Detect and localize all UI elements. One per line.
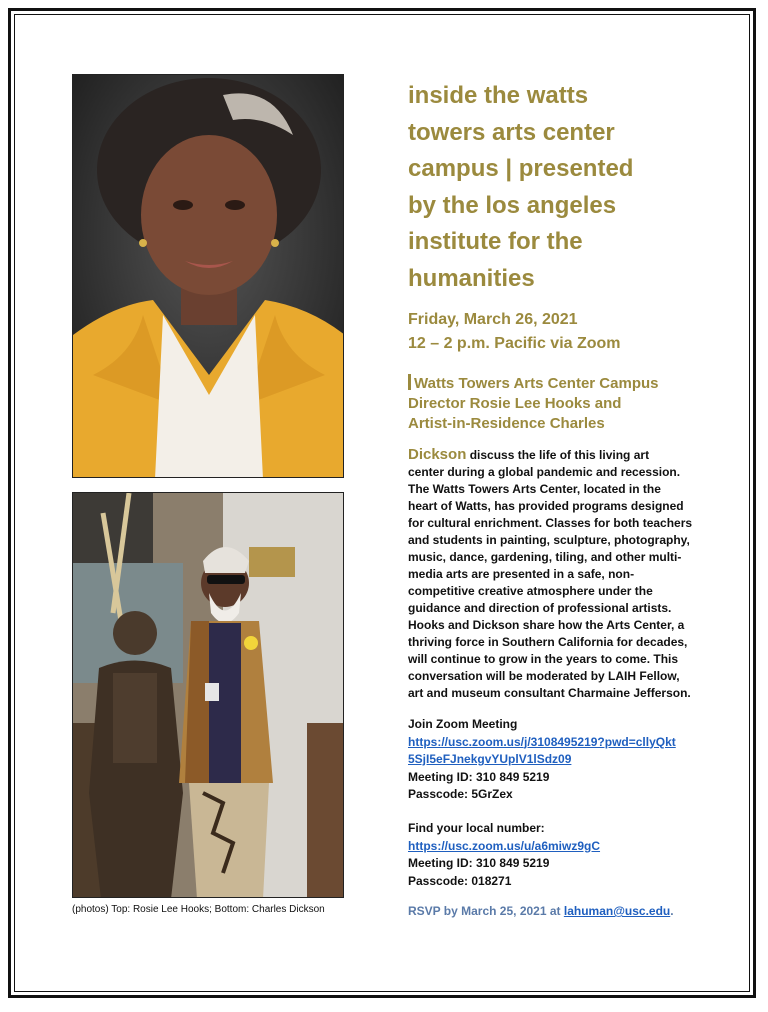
zoom-meeting-info [408, 716, 708, 804]
body-line: Hooks and Dickson share how the Arts Center, a [408, 618, 685, 632]
body-line: center during a global pandemic and recession. [408, 465, 681, 479]
rsvp-email-link[interactable]: lahuman@usc.edu [563, 904, 671, 918]
title-line: institute for the [408, 228, 583, 255]
zoom-link-part2[interactable]: 5SjI5eFJnekgvYUplV1lSdz09 [408, 752, 572, 766]
zoom-meeting-id: Meeting ID: 310 849 5219 [408, 769, 550, 784]
event-datetime [408, 308, 708, 356]
body-first: discuss the life of this living art [466, 448, 650, 462]
local-number-info [408, 820, 708, 890]
zoom-link-part1[interactable]: https://usc.zoom.us/j/3108495219?pwd=cllyQkt [408, 734, 676, 749]
title-line: humanities [408, 264, 535, 292]
accent-bar [408, 374, 411, 390]
rsvp-end: . [670, 904, 674, 918]
artist-statue-illustration [73, 493, 344, 898]
speakers-heading [408, 374, 708, 434]
body-line: thriving force in Southern California for decades, [408, 635, 688, 649]
speaker-line: Director Rosie Lee Hooks and [408, 395, 622, 412]
event-time: 12 – 2 p.m. Pacific via Zoom [408, 335, 621, 352]
body-line: heart of Watts, has provided programs designed [408, 499, 684, 513]
body-line: will continue to grow in the years to come. This [408, 652, 679, 666]
zoom-passcode: Passcode: 5GrZex [408, 787, 513, 801]
body-line: music, dance, gardening, tiling, and other multi- [408, 550, 682, 564]
photo-charles-dickson [72, 492, 344, 898]
local-meeting-id: Meeting ID: 310 849 5219 [408, 856, 550, 870]
photo-rosie-lee-hooks [72, 74, 344, 478]
rsvp-line [408, 904, 708, 918]
photo-caption: (photos) Top: Rosie Lee Hooks; Bottom: Charles Dickson [72, 904, 325, 915]
body-line: media arts are presented in a safe, non- [408, 567, 635, 581]
local-number-link[interactable]: https://usc.zoom.us/u/a6miwz9gC [408, 838, 601, 853]
local-passcode: Passcode: 018271 [408, 873, 512, 888]
title-line: campus | presented [408, 155, 634, 182]
local-heading: Find your local number: [408, 821, 545, 835]
portrait-illustration [73, 75, 344, 478]
title-line: by the los angeles [408, 191, 617, 219]
event-title [408, 78, 708, 297]
body-line: and students in painting, sculpture, photography, [408, 533, 690, 547]
event-description [408, 446, 708, 702]
rsvp-text: RSVP by March 25, 2021 at [408, 904, 564, 918]
body-line: art and museum consultant Charmaine Jefferson. [408, 686, 691, 700]
body-lead: Dickson [408, 446, 467, 463]
title-line: inside the watts [408, 82, 589, 109]
body-line: conversation will be moderated by LAIH Fellow, [408, 669, 680, 683]
body-line: The Watts Towers Arts Center, located in the [408, 482, 661, 496]
body-line: competitive creative atmosphere under the [408, 584, 653, 598]
body-line: for cultural enrichment. Classes for both teachers [408, 516, 693, 530]
zoom-heading: Join Zoom Meeting [408, 717, 518, 731]
body-line: guidance and direction of professional artists. [408, 601, 672, 615]
speaker-line: Watts Towers Arts Center Campus [414, 375, 659, 392]
event-date: Friday, March 26, 2021 [408, 311, 578, 328]
speaker-line: Artist-in-Residence Charles [408, 415, 605, 432]
title-line: towers arts center [408, 118, 615, 146]
